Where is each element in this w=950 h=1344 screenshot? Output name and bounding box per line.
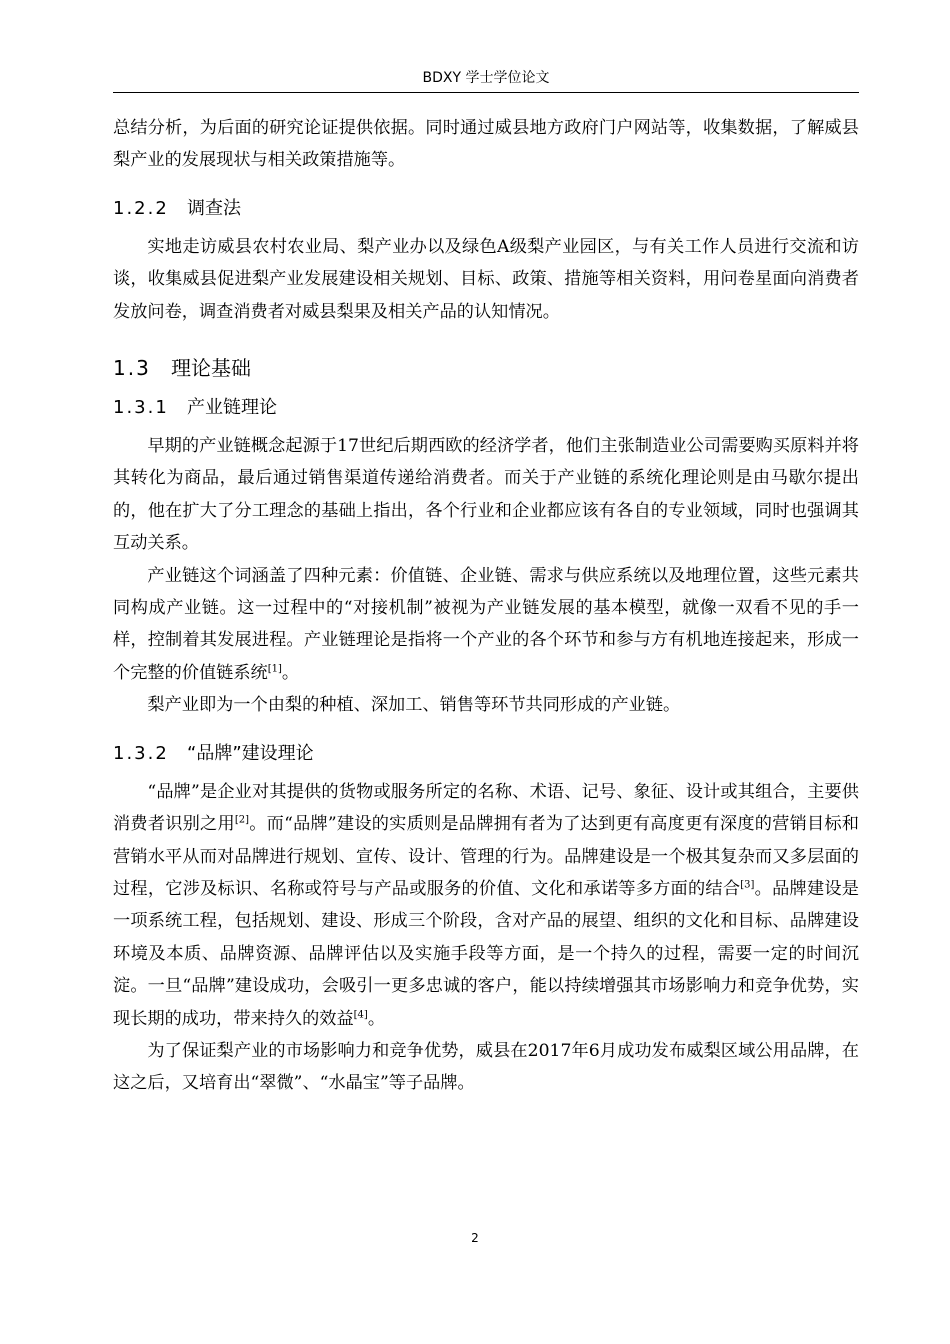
- section-title: 理论基础: [171, 356, 251, 381]
- paragraph-text: “品牌”是企业对其提供的货物或服务所定的名称、术语、记号、象征、设计或其组合，主要供消费者识别之用: [113, 781, 859, 835]
- citation-ref-2: [2]: [234, 814, 250, 826]
- section-heading-1-2-2: [113, 193, 859, 225]
- citation-ref-1: [1]: [267, 663, 282, 675]
- header-rule: [113, 92, 859, 93]
- paragraph-industry-chain-origin: 早期的产业链概念起源于17世纪后期西欧的经济学者，他们主张制造业公司需要购买原料并将其转化为商品，最后通过销售渠道传递给消费者。而关于产业链的系统化理论则是由马歇尔提出的，他在扩大了分工理念的基础上指出，各个行业和企业都应该有各自的专业领域，同时也强调其互动关系。: [113, 436, 859, 554]
- page-number: 2: [471, 1231, 479, 1245]
- citation-ref-3: [3]: [740, 879, 755, 891]
- running-header: BDXY 学士学位论文: [422, 70, 550, 86]
- paragraph-text: 产业链这个词涵盖了四种元素：价值链、企业链、需求与供应系统以及地理位置，这些元素共同构成产业链。这一过程中的“对接机制”被视为产业链发展的基本模型，就像一双看不见的手一样，控制着其发展进程。产业链理论是指将一个产业的各个环节和参与方有机地连接起来，形成一个完整的价值链系统: [113, 565, 859, 683]
- section-number: 1.3.1: [113, 397, 169, 419]
- section-number: 1.2.2: [113, 197, 169, 219]
- paragraph-text: 。: [281, 662, 300, 683]
- paragraph-text: 。: [367, 1008, 386, 1029]
- paragraph-industry-chain-elements: [113, 560, 859, 690]
- section-title: “品牌”建设理论: [187, 742, 314, 764]
- body-content: [113, 112, 859, 1100]
- section-heading-1-3: [113, 350, 859, 386]
- section-number: 1.3: [113, 356, 151, 381]
- section-heading-1-3-2: [113, 738, 859, 770]
- citation-ref-4: [4]: [353, 1008, 368, 1020]
- section-title: 产业链理论: [187, 397, 277, 419]
- section-heading-1-3-1: [113, 392, 859, 424]
- section-title: 调查法: [187, 197, 241, 219]
- paragraph-text: 。品牌建设是一项系统工程，包括规划、建设、形成三个阶段，含对产品的展望、组织的文化和目标、品牌建设环境及本质、品牌资源、品牌评估以及实施手段等方面，是一个持久的过程，需要一定的时间沉淀。一旦“品牌”建设成功，会吸引一更多忠诚的客户，能以持续增强其市场影响力和竞争优势，实现长期的成功，带来持久的效益: [113, 878, 859, 1029]
- paragraph-brand-theory: [113, 776, 859, 1035]
- paragraph-pear-industry-chain: 梨产业即为一个由梨的种植、深加工、销售等环节共同形成的产业链。: [147, 695, 681, 716]
- paragraph-continued: 总结分析，为后面的研究论证提供依据。同时通过威县地方政府门户网站等，收集数据，了解威县梨产业的发展现状与相关政策措施等。: [113, 118, 859, 171]
- section-number: 1.3.2: [113, 742, 169, 764]
- paragraph-weili-brand: 为了保证梨产业的市场影响力和竞争优势，威县在2017年6月成功发布威梨区域公用品牌，在这之后，又培育出“翠微”、“水晶宝”等子品牌。: [113, 1040, 859, 1094]
- paragraph-survey-method: 实地走访威县农村农业局、梨产业办以及绿色A级梨产业园区，与有关工作人员进行交流和访谈，收集威县促进梨产业发展建设相关规划、目标、政策、措施等相关资料，用问卷星面向消费者发放问卷，调查消费者对威县梨果及相关产品的认知情况。: [113, 236, 859, 322]
- paragraph-text: 。而“品牌”建设的实质则是品牌拥有者为了达到更有高度更有深度的营销目标和营销水平从而对品牌进行规划、宣传、设计、管理的行为。品牌建设是一个极其复杂而又多层面的过程，它涉及标识、名称或符号与产品或服务的价值、文化和承诺等多方面的结合: [113, 814, 859, 899]
